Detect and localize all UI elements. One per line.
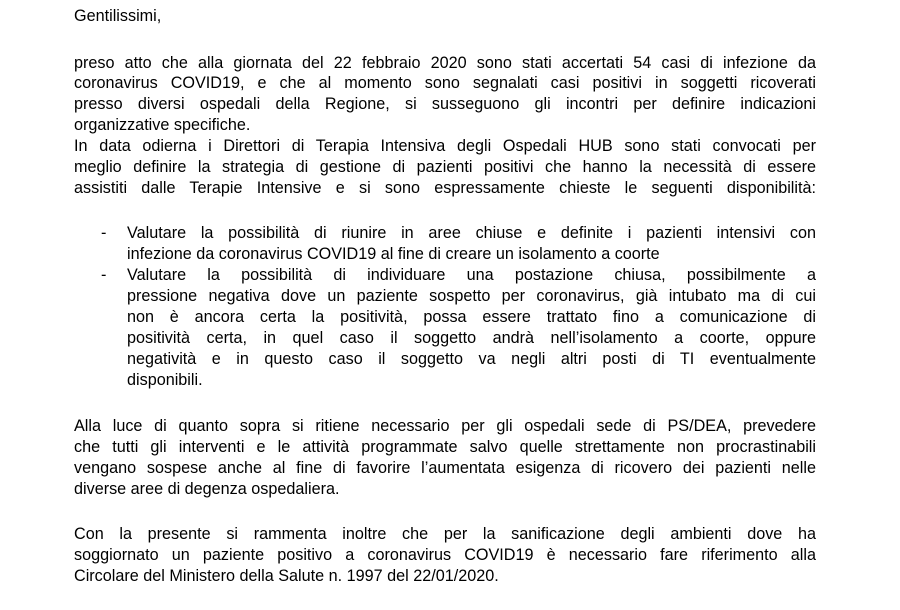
paragraph3-line-3: Circolare del Ministero della Salute n. 1997 del 22/01/2020.	[74, 567, 499, 585]
paragraph1-line-5: In data odierna i Direttori di Terapia Intensiva degli Ospedali HUB sono stati convocati per	[74, 137, 816, 155]
bullet1-line-1: Valutare la possibilità di riunire in aree chiuse e definite i pazienti intensivi con	[127, 224, 816, 242]
paragraph3-line-1: Con la presente si rammenta inoltre che per la sanificazione degli ambienti dove ha	[74, 525, 816, 543]
bullet-marker-2: -	[101, 266, 107, 284]
bullet2-line-3: non è ancora certa la positività, possa essere trattato fino a comunicazione di	[127, 308, 816, 326]
bullet-marker-1: -	[101, 224, 107, 242]
bullet2-line-5: negatività e in questo caso il soggetto va negli altri posti di TI eventualmente	[127, 350, 816, 368]
paragraph1-line-7: assistiti dalle Terapie Intensive e si sono espressamente chieste le seguenti disponibilità:	[74, 179, 816, 197]
paragraph1-line-6: meglio definire la strategia di gestione di pazienti positivi che hanno la necessità di essere	[74, 158, 816, 176]
paragraph1-line-4: organizzative specifiche.	[74, 116, 251, 134]
paragraph1-line-2: coronavirus COVID19, e che al momento sono segnalati casi positivi in soggetti ricoverati	[74, 74, 816, 92]
paragraph2-line-4: diverse aree di degenza ospedaliera.	[74, 480, 340, 498]
paragraph1-line-1: preso atto che alla giornata del 22 febbraio 2020 sono stati accertati 54 casi di infezione da	[74, 54, 816, 72]
paragraph2-line-3: vengano sospese anche al fine di favorire l’aumentata esigenza di ricovero dei pazienti nelle	[74, 459, 816, 477]
bullet2-line-2: pressione negativa dove un paziente sospetto per coronavirus, già intubato ma di cui	[127, 287, 816, 305]
bullet2-line-6: disponibili.	[127, 371, 203, 389]
paragraph2-line-2: che tutti gli interventi e le attività programmate salvo quelle strettamente non procrastinabili	[74, 438, 816, 456]
paragraph2-line-1: Alla luce di quanto sopra si ritiene necessario per gli ospedali sede di PS/DEA, prevedere	[74, 417, 816, 435]
greeting: Gentilissimi,	[74, 7, 162, 25]
paragraph3-line-2: soggiornato un paziente positivo a coronavirus COVID19 è necessario fare riferimento alla	[74, 546, 816, 564]
paragraph1-line-3: presso diversi ospedali della Regione, si susseguono gli incontri per definire indicazioni	[74, 95, 816, 113]
bullet2-line-4: positività certa, in quel caso il soggetto andrà nell’isolamento a coorte, oppure	[127, 329, 816, 347]
bullet2-line-1: Valutare la possibilità di individuare una postazione chiusa, possibilmente a	[127, 266, 816, 284]
bullet1-line-2: infezione da coronavirus COVID19 al fine di creare un isolamento a coorte	[127, 245, 660, 263]
